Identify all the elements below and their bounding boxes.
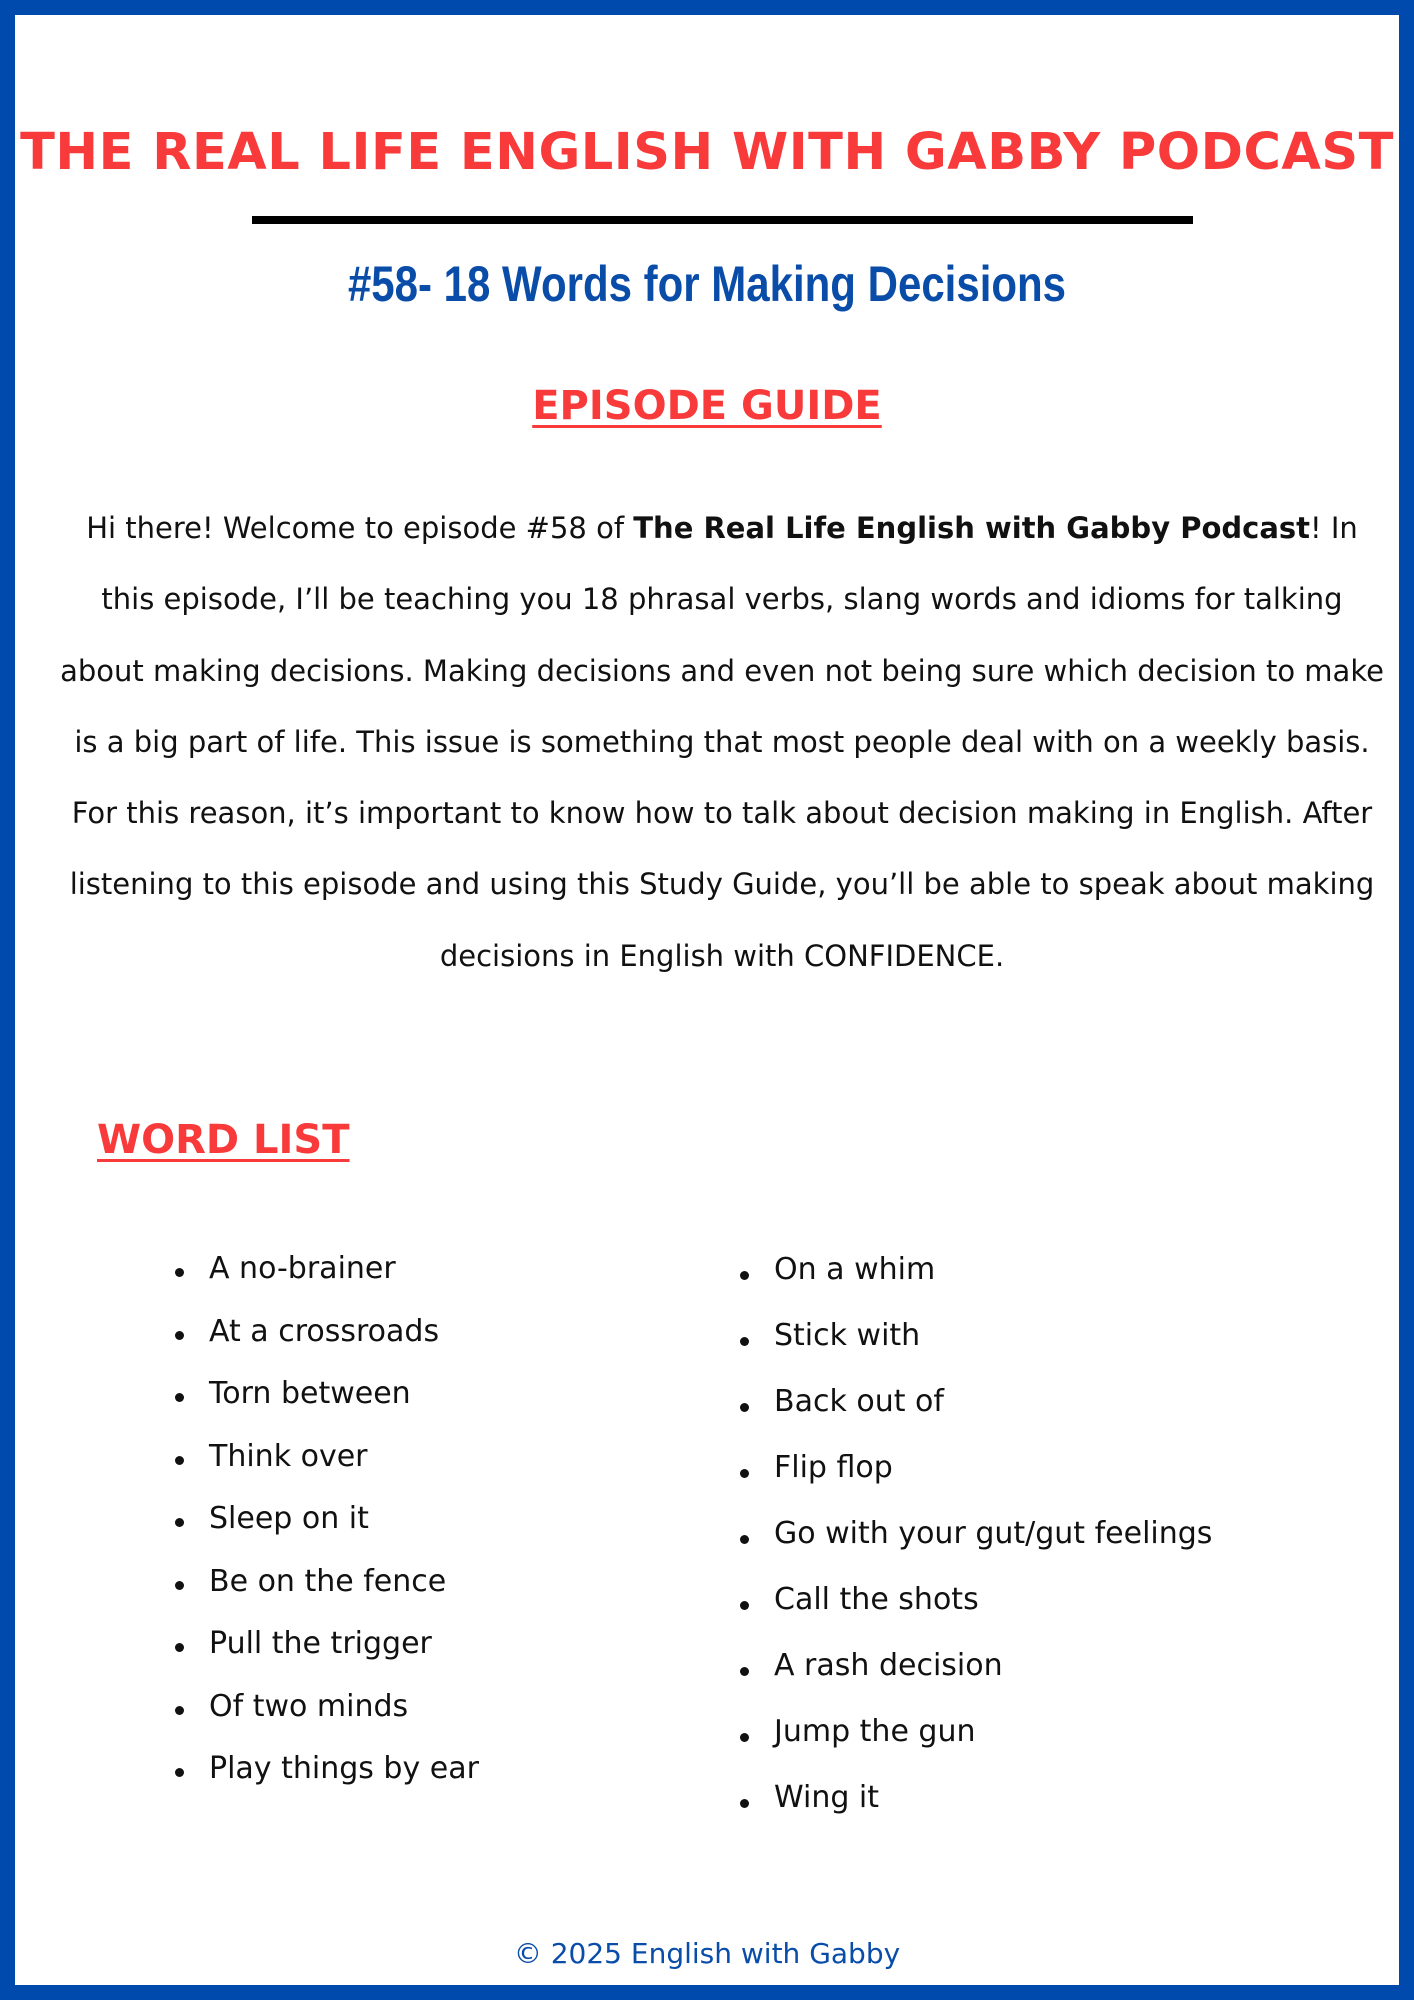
word-list-right-column: [774, 1242, 1212, 1836]
word-list-left-column: [209, 1241, 479, 1804]
word-list-item: Wing it: [774, 1770, 1212, 1836]
intro-podcast-name: The Real Life English with Gabby Podcast: [633, 511, 1311, 545]
word-list-item: Jump the gun: [774, 1704, 1212, 1770]
word-list-item: Of two minds: [209, 1679, 479, 1742]
episode-intro-paragraph: [57, 493, 1387, 992]
word-list-item: Be on the fence: [209, 1554, 479, 1617]
word-list-item: Torn between: [209, 1366, 479, 1429]
word-list-item: Sleep on it: [209, 1491, 479, 1554]
episode-title: #58- 18 Words for Making Decisions: [347, 256, 1067, 312]
word-list-item: Go with your gut/gut feelings: [774, 1506, 1212, 1572]
word-list-item: Pull the trigger: [209, 1616, 479, 1679]
intro-text-start: Hi there! Welcome to episode #58 of: [86, 511, 634, 545]
word-list-item: Flip flop: [774, 1440, 1212, 1506]
word-list-item: Think over: [209, 1429, 479, 1492]
word-list-item: A rash decision: [774, 1638, 1212, 1704]
intro-text-rest: ! In this episode, I’ll be teaching you 18 phrasal verbs, slang words and idioms for talking about making decisions. Making decisions and even not being sure which decision to make is a big part of life. This issue is something that most people deal with on a weekly basis. For this reason, it’s important to know how to talk about decision making in English. After listening to this episode and using this Study Guide, you’ll be able to speak about making decisions in English with CONFIDENCE.: [60, 511, 1384, 973]
word-list-item: A no-brainer: [209, 1241, 479, 1304]
podcast-title: THE REAL LIFE ENGLISH WITH GABBY PODCAST: [20, 123, 1394, 182]
title-divider: [252, 216, 1193, 224]
copyright-footer: © 2025 English with Gabby: [513, 1937, 901, 1970]
word-list-item: Stick with: [774, 1308, 1212, 1374]
word-list-item: Back out of: [774, 1374, 1212, 1440]
word-list-heading: WORD LIST: [97, 1117, 350, 1163]
word-list-item: Play things by ear: [209, 1741, 479, 1804]
episode-guide-heading: EPISODE GUIDE: [532, 383, 882, 429]
word-list-item: At a crossroads: [209, 1304, 479, 1367]
word-list-item: On a whim: [774, 1242, 1212, 1308]
word-list-item: Call the shots: [774, 1572, 1212, 1638]
